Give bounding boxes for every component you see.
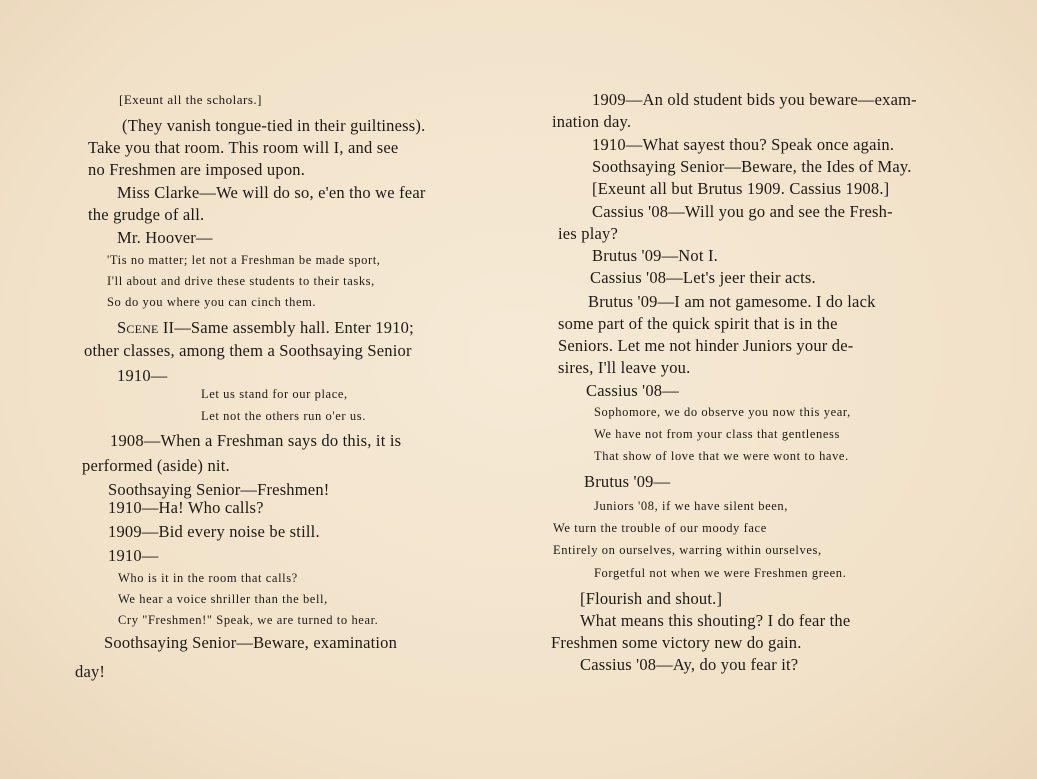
dialogue-line: Cassius '08—Let's jeer their acts.	[590, 268, 816, 287]
text-line: ination day.	[552, 112, 632, 131]
dialogue-line: 1909—Bid every noise be still.	[108, 522, 320, 541]
dialogue-line: 1910—Ha! Who calls?	[108, 498, 264, 517]
text-line: day!	[75, 662, 106, 681]
speaker-line: 1910—	[108, 546, 159, 565]
text-line: no Freshmen are imposed upon.	[88, 160, 306, 179]
verse-line: Juniors '08, if we have silent been,	[594, 499, 788, 513]
text-line: Freshmen some victory new do gain.	[551, 633, 802, 652]
text-line: sires, I'll leave you.	[558, 358, 691, 377]
stage-direction: [Exeunt all but Brutus 1909. Cassius 1908.]	[592, 179, 890, 198]
text-line: some part of the quick spirit that is in the	[558, 314, 838, 333]
text-line: performed (aside) nit.	[82, 456, 230, 475]
verse-line: We have not from your class that gentleness	[594, 427, 840, 441]
dialogue-line: Brutus '09—I am not gamesome. I do lack	[588, 292, 876, 311]
scene-heading	[117, 318, 414, 338]
dialogue-line: Brutus '09—Not I.	[592, 246, 718, 265]
verse-line: Sophomore, we do observe you now this year,	[594, 405, 851, 419]
verse-line: Who is it in the room that calls?	[118, 571, 298, 585]
verse-line: Forgetful not when we were Freshmen green.	[594, 566, 847, 580]
verse-line: I'll about and drive these students to their tasks,	[107, 274, 375, 288]
verse-line: That show of love that we were wont to have.	[594, 449, 849, 463]
verse-line: We turn the trouble of our moody face	[553, 521, 767, 535]
dialogue-line: What means this shouting? I do fear the	[580, 611, 851, 630]
dialogue-line: 1909—An old student bids you beware—exam-	[592, 90, 917, 109]
dialogue-line: Cassius '08—Will you go and see the Fresh-	[592, 202, 893, 221]
verse-line: Let not the others run o'er us.	[201, 409, 366, 423]
text-line: ies play?	[558, 224, 618, 243]
verse-line: We hear a voice shriller than the bell,	[118, 592, 328, 606]
dialogue-line: 1908—When a Freshman says do this, it is	[110, 431, 402, 450]
text-line: Take you that room. This room will I, and see	[88, 138, 399, 157]
speaker-line: Brutus '09—	[584, 472, 671, 491]
verse-line: Cry "Freshmen!" Speak, we are turned to hear.	[118, 613, 379, 627]
scene-text: —Same assembly hall. Enter 1910;	[174, 318, 414, 337]
speaker-line: Mr. Hoover—	[117, 228, 213, 247]
verse-line: Entirely on ourselves, warring within ourselves,	[553, 543, 822, 557]
text-line: the grudge of all.	[88, 205, 205, 224]
dialogue-line: Miss Clarke—We will do so, e'en tho we fear	[117, 183, 426, 202]
dialogue-line: 1910—What sayest thou? Speak once again.	[592, 135, 895, 154]
text-line: (They vanish tongue-tied in their guiltiness).	[122, 116, 426, 135]
verse-line: So do you where you can cinch them.	[107, 295, 317, 309]
verse-line: 'Tis no matter; let not a Freshman be made sport,	[107, 253, 381, 267]
scene-label: Scene II	[117, 318, 175, 337]
speaker-line: 1910—	[117, 366, 168, 385]
dialogue-line: Cassius '08—Ay, do you fear it?	[580, 655, 799, 674]
text-line: Seniors. Let me not hinder Juniors your de-	[558, 336, 854, 355]
verse-line: Let us stand for our place,	[201, 387, 348, 401]
dialogue-line: Soothsaying Senior—Freshmen!	[108, 480, 330, 499]
stage-direction: [Exeunt all the scholars.]	[119, 92, 262, 107]
speaker-line: Cassius '08—	[586, 381, 679, 400]
stage-direction: [Flourish and shout.]	[580, 589, 723, 608]
dialogue-line: Soothsaying Senior—Beware, the Ides of May.	[592, 157, 912, 176]
text-line: other classes, among them a Soothsaying Senior	[84, 341, 412, 360]
dialogue-line: Soothsaying Senior—Beware, examination	[104, 633, 398, 652]
